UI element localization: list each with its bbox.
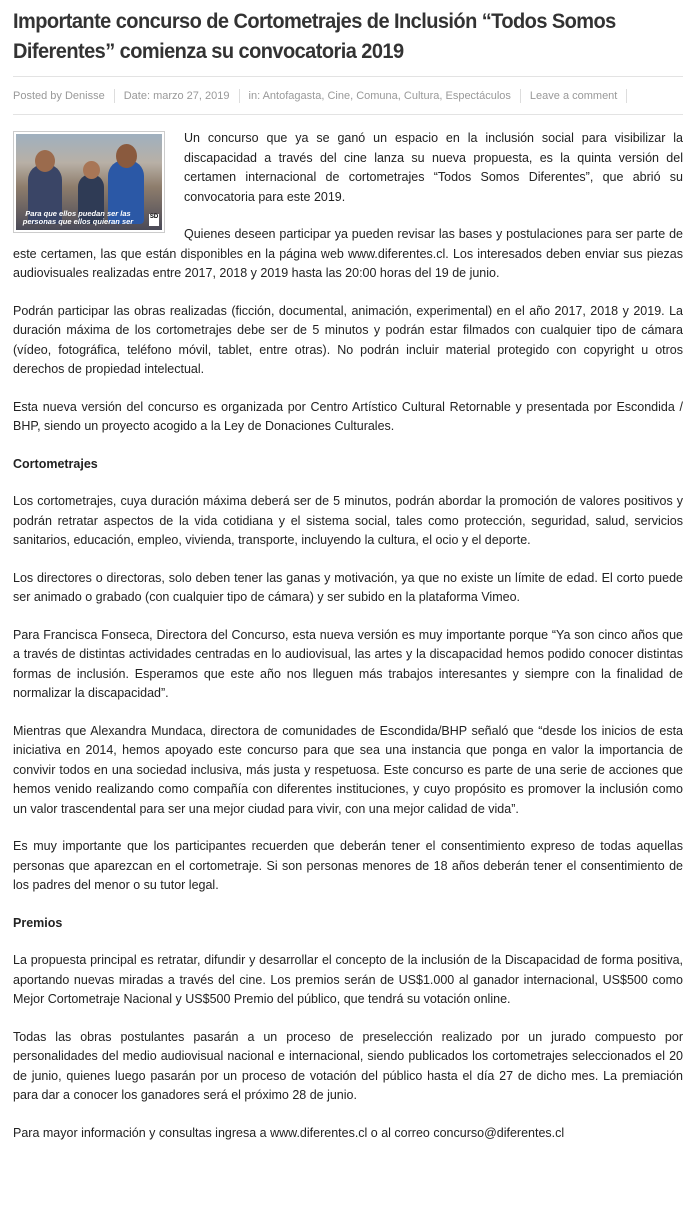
meta-date: Date: marzo 27, 2019 (115, 89, 240, 103)
meta-comment (521, 89, 627, 103)
article-photo (16, 134, 162, 230)
paragraph: Para Francisca Fonseca, Directora del Concurso, esta nueva versión es muy importante porque “Ya son cinco años que a través de distintas actividades centradas en lo audiovisual, las artes y la discapacidad hemos podido conocer distintas formas de inclusión. Esperamos que este año nos lleguen más trabajos interesantes y siempre con la finalidad de normalizar la discapacidad”. (13, 627, 683, 700)
article-image[interactable] (13, 131, 165, 233)
paragraph: Podrán participar las obras realizadas (ficción, documental, animación, experimental) en el año 2017, 2018 y 2019. La duración máxima de los cortometrajes debe ser de 5 minutos y podrán estar filmados con cualquier tipo de cámara (vídeo, fotográfica, teléfono móvil, tablet, entre otras). No podrán incluir material protegido con copyright u otros derechos de propiedad intelectual. (13, 303, 683, 376)
leave-comment-link[interactable]: Leave a comment (529, 89, 618, 102)
paragraph: Esta nueva versión del concurso es organizada por Centro Artístico Cultural Retornable y presentada por Escondida / BHP, siendo un proyecto acogido a la Ley de Donaciones Culturales. (13, 399, 683, 433)
image-caption: Para que ellos puedan ser las personas que ellos quieran ser (22, 209, 134, 226)
article-title: Importante concurso de Cortometrajes de Inclusión “Todos Somos Diferentes” comienza su convocatoria 2019 (13, 9, 616, 63)
paragraph: Los directores o directoras, solo deben tener las ganas y motivación, ya que no existe un límite de edad. El corto puede ser animado o grabado (con cualquier tipo de cámara) y ser subido en la plataforma Vimeo. (13, 570, 683, 604)
website-link[interactable]: www.diferentes.cl (348, 246, 446, 261)
paragraph: Un concurso que ya se ganó un espacio en la inclusión social para visibilizar la discapacidad a través del cine lanza su nueva propuesta, es la quinta versión del certamen internacional de cortometrajes “Todos Somos Diferentes”, que abrió su convocatoria para este 2019. (184, 131, 683, 204)
paragraph: Para mayor información y consultas ingresa a www.diferentes.cl o al correo concurso@diferentes.cl (13, 1125, 565, 1140)
post-meta (13, 76, 683, 115)
meta-author: Posted by Denisse (13, 89, 115, 103)
category-link[interactable]: Comuna (356, 89, 398, 102)
paragraph: La propuesta principal es retratar, difundir y desarrollar el concepto de la inclusión de la Discapacidad de forma positiva, aportando nuevas miradas a través del cine. Los premios serán de US$1.000 al ganador internacional, US$500 como Mejor Cortometraje Nacional y US$500 Premio del público, que tendrá su votación online. (13, 953, 683, 1006)
article-body (13, 129, 683, 1161)
paragraph: Quienes deseen participar ya pueden revisar las bases y postulaciones para ser parte de este certamen, las que están disponibles en la página web www.diferentes.cl. Los interesados deben enviar sus piezas audiovisuales realizadas entre 2017, 2018 y 2019 hasta las 20:00 horas del 19 de junio. (13, 227, 683, 280)
category-link[interactable]: Cine (327, 89, 351, 102)
meta-categories: in: Antofagasta, Cine, Comuna, Cultura, Espectáculos (240, 89, 521, 103)
paragraph: Es muy importante que los participantes recuerden que deberán tener el consentimiento expreso de todas aquellas personas que aparezcan en el cortometraje. Si son personas menores de 18 años deberán tener el consentimiento de los padres del menor o su tutor legal. (13, 839, 683, 892)
paragraph: Los cortometrajes, cuya duración máxima deberá ser de 5 minutos, podrán abordar la promoción de valores positivos y podrán retratar aspectos de la vida cotidiana y el sistema social, tales como protección, seguridad, salud, servicios sanitarios, educación, empleo, vivienda, transporte, incluyendo la cultura, el ocio y el deporte. (13, 494, 683, 547)
paragraph: Todas las obras postulantes pasarán a un proceso de preselección realizado por un jurado compuesto por personalidades del medio audiovisual nacional e internacional, siendo publicados los cortometrajes seleccionados el 20 de junio, quienes luego pasarán por un proceso de votación del público hasta el día 27 de dicho mes. La premiación para dar a conocer los ganadores será el próximo 28 de junio. (13, 1029, 683, 1102)
category-link[interactable]: Cultura (403, 89, 440, 102)
paragraph: Mientras que Alexandra Mundaca, directora de comunidades de Escondida/BHP señaló que “desde los inicios de esta iniciativa en 2014, hemos apoyado este concurso para que sea una instancia que ponga en valor la importancia de convivir todos en una sociedad inclusiva, más justa y respetuosa. Este concurso es parte de una serie de acciones que hemos venido realizando como compañía con diferentes instituciones, y cuyo propósito es promover la inclusión como un valor trascendental para ser una mejor ciudad para vivir, con una mejor calidad de vida”. (13, 723, 683, 816)
email-link[interactable]: concurso@diferentes.cl (433, 1125, 565, 1140)
section-heading-premios: Premios (13, 915, 63, 930)
article (13, 0, 683, 66)
category-link[interactable]: Espectáculos (445, 89, 511, 102)
category-link[interactable]: Antofagasta (262, 89, 322, 102)
website-link[interactable]: www.diferentes.cl (270, 1125, 368, 1140)
section-heading-cortometrajes: Cortometrajes (13, 456, 98, 471)
meta-in-label: in: (248, 89, 263, 102)
image-logo: SD (149, 214, 159, 226)
